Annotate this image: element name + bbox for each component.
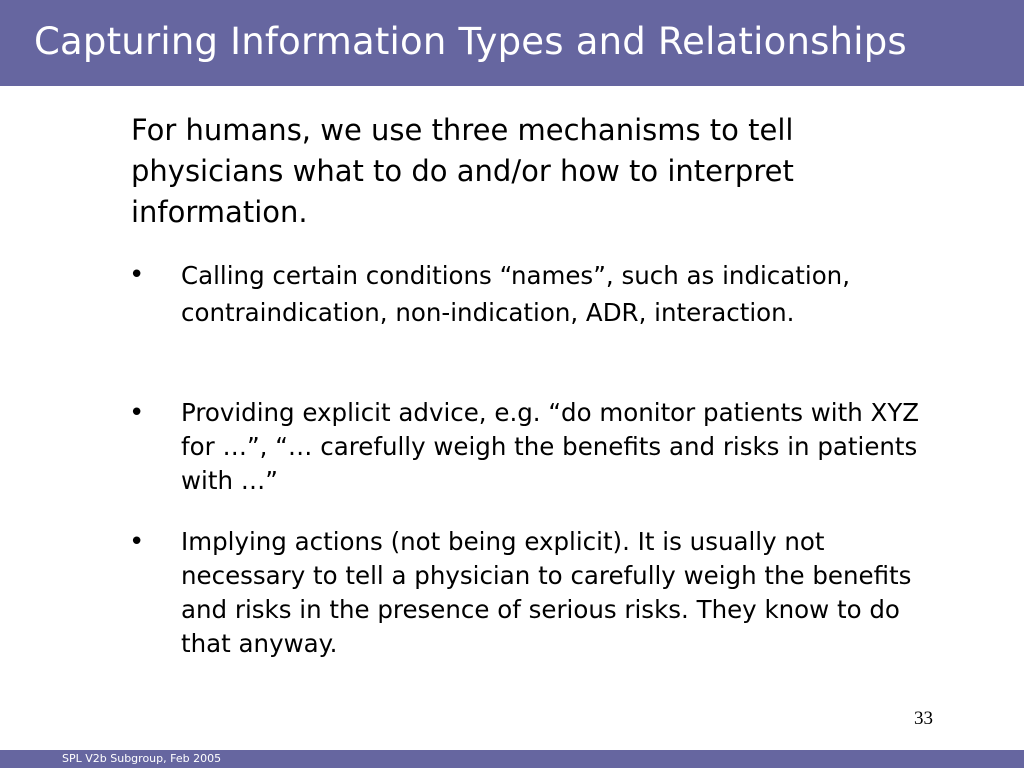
slide-title: Capturing Information Types and Relationships <box>34 20 907 63</box>
title-bar <box>0 0 1024 86</box>
bullet-text: Calling certain conditions “names”, such as indication, contraindication, non-indication, ADR, interaction. <box>181 261 851 327</box>
page-number: 33 <box>914 708 933 729</box>
bullet-dot: • <box>129 527 145 557</box>
footer-text: SPL V2b Subgroup, Feb 2005 <box>62 752 222 765</box>
bullet-dot: • <box>129 398 145 428</box>
bullet-text: Implying actions (not being explicit). It is usually not necessary to tell a physician to carefully weigh the benefits and risks in the presence of serious risks. They know to do that anyway. <box>181 527 912 658</box>
footer-bar <box>0 750 1024 768</box>
bullet-dot: • <box>129 260 145 290</box>
bullet-text: Providing explicit advice, e.g. “do monitor patients with XYZ for …”, “… carefully weigh the benefits and risks in patients with …” <box>181 398 920 495</box>
intro-paragraph: For humans, we use three mechanisms to tell physicians what to do and/or how to interpret information. <box>131 113 794 229</box>
